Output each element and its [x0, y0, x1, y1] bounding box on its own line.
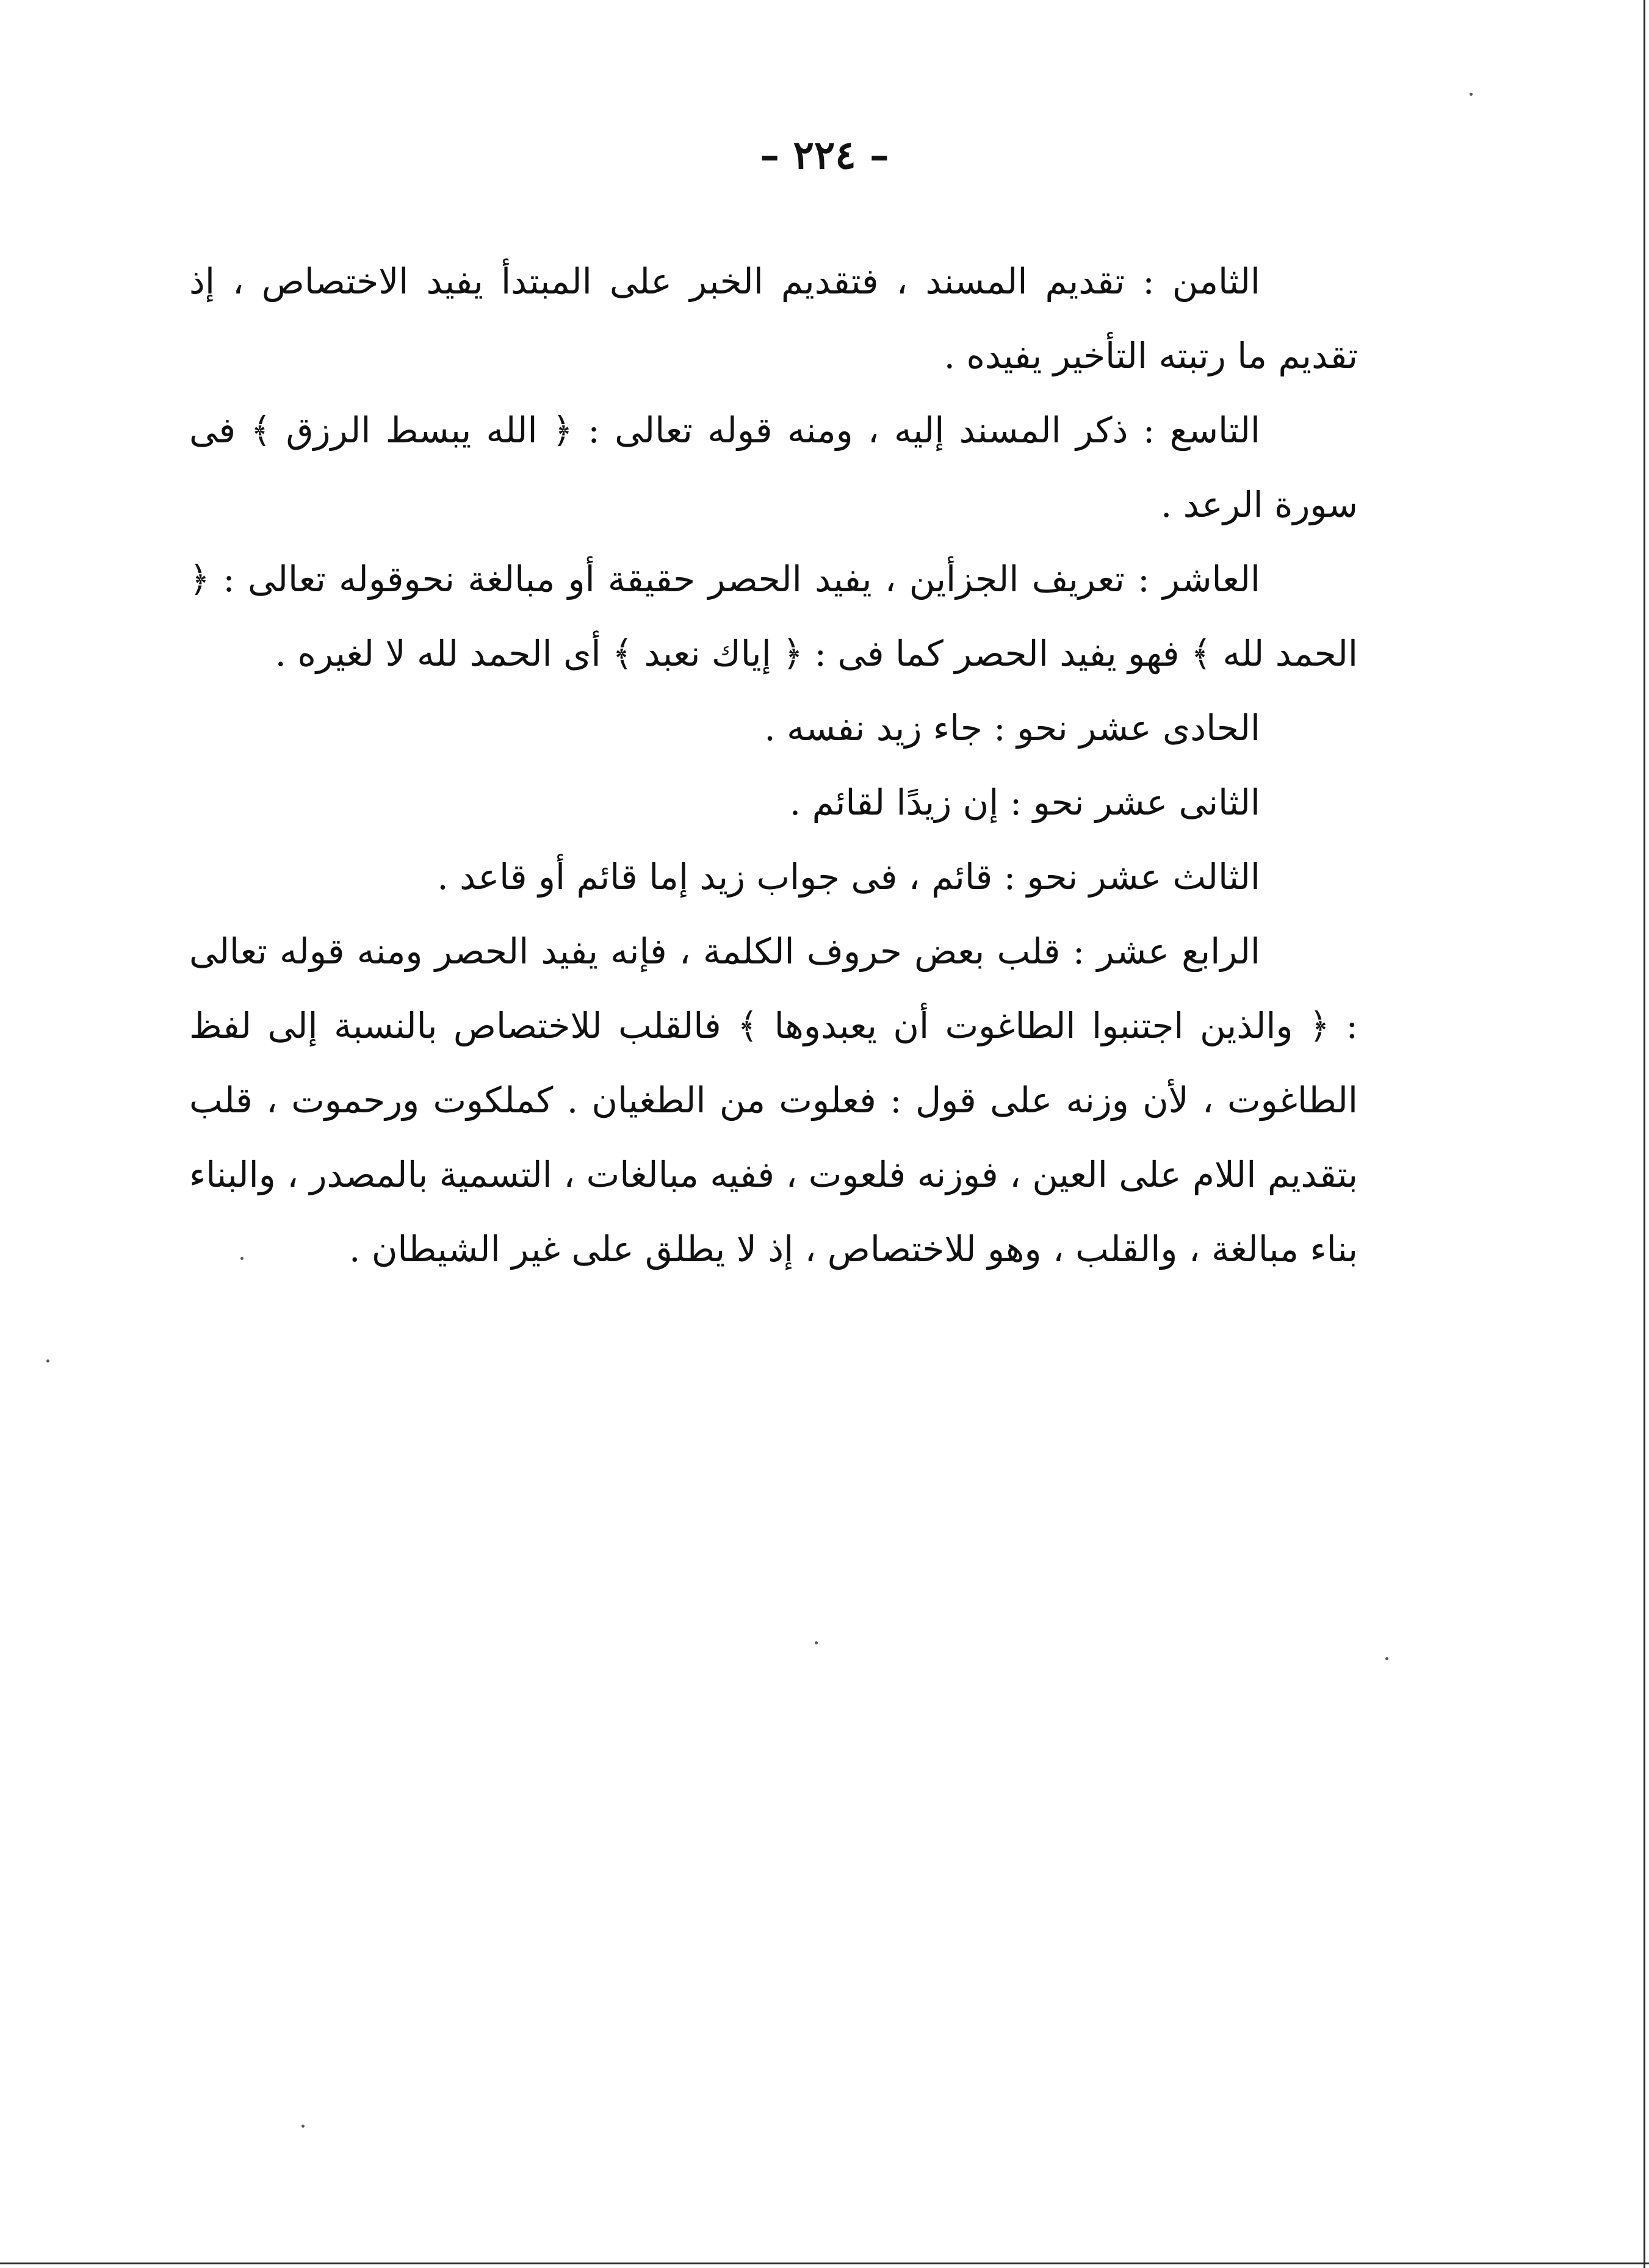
scan-speck	[301, 2125, 305, 2128]
scan-speck	[815, 1641, 818, 1644]
page-number: – ٢٢٤ –	[760, 132, 889, 178]
paragraph-twelfth: الثانى عشر نحو : إن زيدًا لقائم .	[789, 782, 1260, 823]
scan-speck	[1470, 93, 1473, 96]
paragraph-ninth: التاسع : ذكر المسند إليه ، ومنه قوله تعالى : ﴿ الله يبسط الرزق ﴾ فى سورة الرعد .	[189, 409, 1358, 525]
scan-speck	[1385, 1657, 1388, 1660]
paragraph-thirteenth: الثالث عشر نحو : قائم ، فى جواب زيد إما قائم أو قاعد .	[437, 856, 1260, 898]
scan-speck	[46, 1359, 49, 1363]
scan-edge-bottom	[0, 2263, 1649, 2264]
paragraph-fourteenth: الرابع عشر : قلب بعض حروف الكلمة ، فإنه يفيد الحصر ومنه قوله تعالى : ﴿ والذين اجتنبوا الطاغوت أن يعبدوها ﴾ فالقلب للاختصاص بالنسبة إلى لفظ الطاغوت ، لأن وزنه على قول : فعلوت من الطغيان . كملكوت ورحموت ، قلب بتقديم اللام على العين ، فوزنه فلعوت ، ففيه مبالغات ، التسمية بالمصدر ، والبناء بناء مبالغة ، والقلب ، وهو للاختصاص ، إذ لا يطلق على غير الشيطان .	[189, 931, 1358, 1270]
body-text	[189, 244, 1358, 1286]
paragraph-eleventh: الحادى عشر نحو : جاء زيد نفسه .	[764, 707, 1260, 749]
scan-edge-right	[1644, 0, 1645, 2268]
paragraph-eighth: الثامن : تقديم المسند ، فتقديم الخبر على المبتدأ يفيد الاختصاص ، إذ تقديم ما رتبته التأخير يفيده .	[189, 261, 1358, 376]
paragraph-tenth: العاشر : تعريف الجزأين ، يفيد الحصر حقيقة أو مبالغة نحوقوله تعالى : ﴿ الحمد لله ﴾ فهو يفيد الحصر كما فى : ﴿ إياك نعبد ﴾ أى الحمد لله لا لغيره .	[189, 558, 1358, 674]
